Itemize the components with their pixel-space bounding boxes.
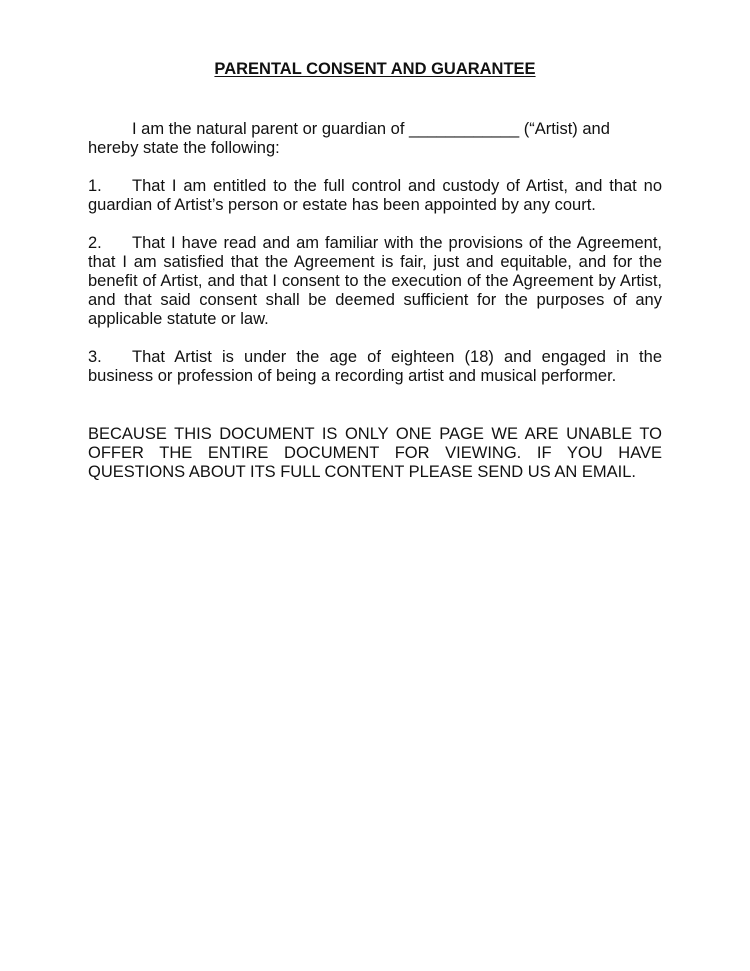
intro-paragraph: I am the natural parent or guardian of ____________ (“Artist) and hereby state the following: xyxy=(88,120,610,157)
clause-number: 1. xyxy=(88,177,102,195)
clause-number: 3. xyxy=(88,348,102,366)
clause-text: That I have read and am familiar with the provisions of the Agreement, that I am satisfied that the Agreement is fair, just and equitable, and for the benefit of Artist, and that I consent to the execution of the Agreement by Artist, and that said consent shall be deemed sufficient for the purposes of any applicable statute or law. xyxy=(88,234,662,328)
document-title: PARENTAL CONSENT AND GUARANTEE xyxy=(214,60,536,78)
clause-text: That Artist is under the age of eighteen (18) and engaged in the business or profession of being a recording artist and musical performer. xyxy=(88,348,662,385)
preview-notice: BECAUSE THIS DOCUMENT IS ONLY ONE PAGE WE ARE UNABLE TO OFFER THE ENTIRE DOCUMENT FOR VIEWING. IF YOU HAVE QUESTIONS ABOUT ITS FULL CONTENT PLEASE SEND US AN EMAIL. xyxy=(88,425,662,481)
document-page xyxy=(88,58,662,501)
clause-number: 2. xyxy=(88,234,102,252)
clause-text: That I am entitled to the full control and custody of Artist, and that no guardian of Artist’s person or estate has been appointed by any court. xyxy=(88,177,662,214)
clause-3 xyxy=(88,348,662,386)
clause-1 xyxy=(88,177,662,215)
clause-2 xyxy=(88,234,662,329)
